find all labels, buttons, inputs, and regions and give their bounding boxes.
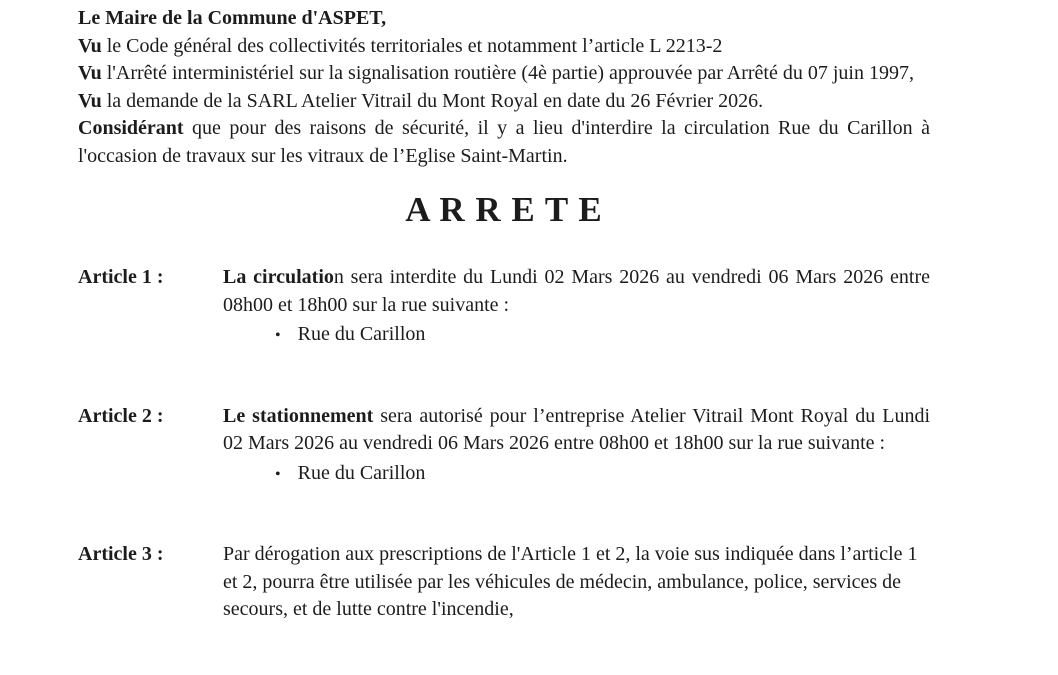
article-1-body — [223, 264, 930, 350]
preamble-paragraph-maire — [78, 5, 930, 33]
article-1-bold: La circulatio — [223, 266, 334, 288]
article-3 — [78, 541, 930, 624]
maire-bold-text: Le Maire de la Commune d'ASPET, — [78, 7, 387, 29]
article-1 — [78, 264, 930, 350]
vu-2-bold: Vu — [78, 62, 102, 84]
preamble-paragraph-vu-1: Vu le Code général des collectivités territoriales et notamment l’article L 2213-2 — [78, 34, 723, 57]
article-2-body — [223, 403, 930, 489]
article-3-body — [223, 541, 930, 624]
arrete-title: A R R E T E — [405, 190, 603, 229]
article-2-bullet-item — [223, 460, 930, 489]
bullet-icon: • — [275, 327, 281, 344]
article-3-label: Article 3 : — [78, 543, 164, 565]
article-1-bullet-item — [223, 321, 930, 350]
article-2-bullet-text: Rue du Carillon — [297, 461, 426, 484]
preamble-paragraph-considerant: Considérant que pour des raisons de sécurité, il y a lieu d'interdire la circulation Rue du Carillon à l'occasion de travaux sur les vitraux de l’Eglise Saint-Martin. — [78, 117, 930, 167]
article-2-label: Article 2 : — [78, 404, 164, 427]
preamble-paragraph-vu-2: Vu l'Arrêté interministériel sur la signalisation routière (4è partie) approuvée par Arrêté du 07 juin 1997, — [78, 62, 914, 84]
article-1-text: La circulation sera interdite du Lundi 02 Mars 2026 au vendredi 06 Mars 2026 entre 08h00 et 18h00 sur la rue suivante : — [223, 266, 931, 316]
vu-1-bold: Vu — [78, 34, 102, 57]
considerant-bold: Considérant — [78, 117, 184, 139]
article-2-bold: Le stationnement — [223, 404, 374, 427]
article-2 — [78, 403, 930, 489]
article-1-label: Article 1 : — [78, 266, 164, 288]
article-3-text: Par dérogation aux prescriptions de l'Article 1 et 2, la voie sus indiquée dans l’article 1 et 2, pourra être utilisée par les véhicules de médecin, ambulance, police, services de secours, et de lutte contre l'incendie, — [223, 543, 918, 620]
preamble-paragraph-vu-3: Vu la demande de la SARL Atelier Vitrail du Mont Royal en date du 26 Février 2026. — [78, 89, 764, 112]
preamble — [78, 5, 930, 170]
bullet-icon: • — [275, 465, 281, 483]
article-1-bullet-text: Rue du Carillon — [297, 323, 426, 345]
article-2-text: Le stationnement sera autorisé pour l’entreprise Atelier Vitrail Mont Royal du Lundi 02 Mars 2026 au vendredi 06 Mars 2026 entre 08h00 et 18h00 sur la rue suivante : — [223, 404, 930, 454]
vu-3-bold: Vu — [78, 89, 102, 112]
